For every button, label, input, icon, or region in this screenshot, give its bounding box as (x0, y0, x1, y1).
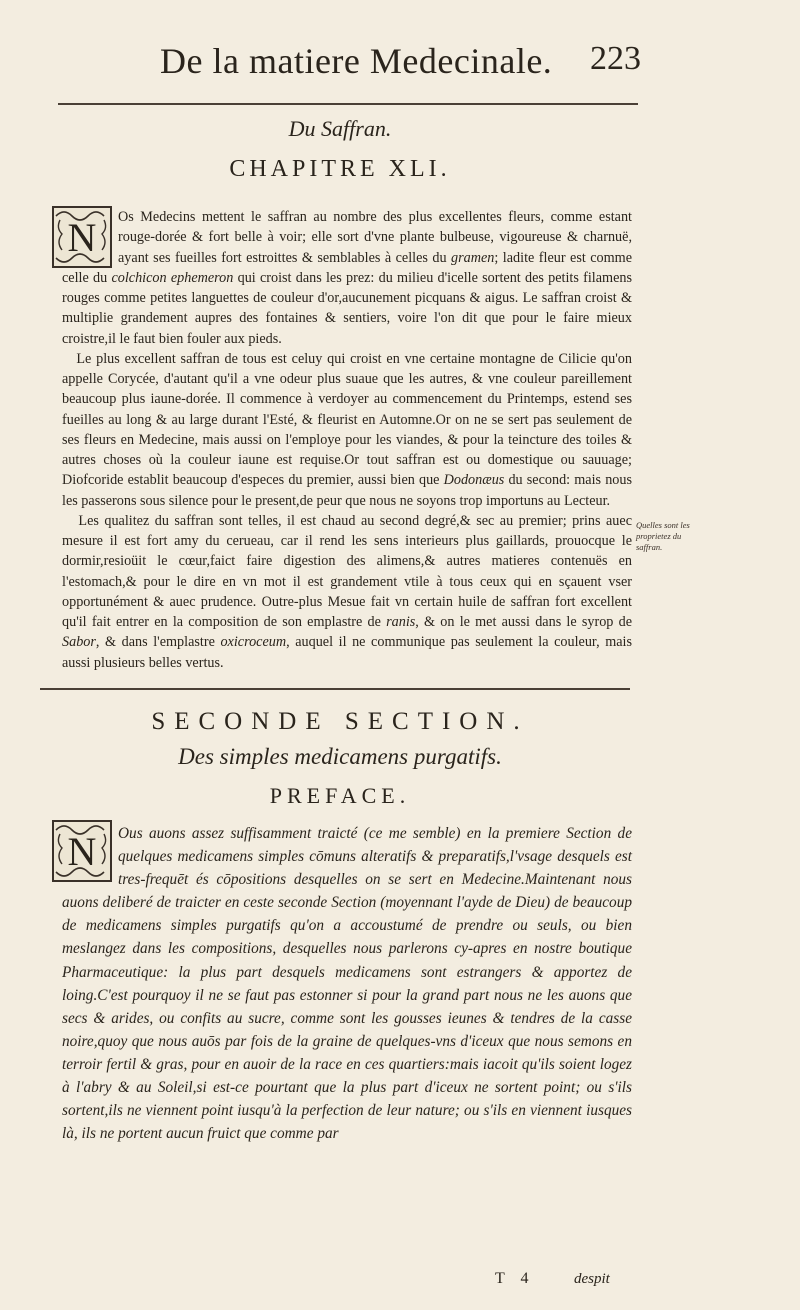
preface-body (62, 822, 632, 1145)
section-rule (40, 688, 630, 690)
top-rule (58, 103, 638, 105)
margin-note: Quelles sont les proprietez du saffran. (636, 520, 690, 552)
page-number: 223 (590, 40, 641, 77)
running-head: De la matiere Medecinale. (160, 41, 553, 81)
preface-paragraph: Ous auons assez suffisamment traicté (ce me semble) en la premiere Section de quelques medicamens simples cōmuns alteratifs & preparatifs,l'vsage desquels est tres-frequēt és cōpositions desquelles on se sert en Medecine.Maintenant nous auons deliberé de traicter en ceste seconde Section (moyennant l'ayde de Dieu) de beaucoup de medicamens simples purgatifs qu'on a accoustumé de prendre ou seuls, ou bien meslangez dans les compositions, desquelles nous parlerons cy-apres en nostre boutique Pharmaceutique: la plus part desquels medicamens sont estrangers & apportez de loing.C'est pourquoy il ne se faut pas estonner si pour la grand part nous ne les auons que secs & arides, ou confits au sucre, comme sont les gousses ieunes & tendres de la casse noire,quoy que nous auōs par fois de la graine de quelques-vns d'iceux que nous semons en terroir fertil & gras, pour en auoir de la race en ces quartiers:mais iacoit qu'ils soient logez à l'abry & au Soleil,si est-ce pourtant que la plus part d'iceux ne sortent point; ou s'ils sortent,ils ne viennent point iusqu'à la perfection de leur nature; ou s'ils en viennent iusques là, ils ne portent aucun fruict que comme par (62, 825, 632, 1143)
signature-mark: T 4 (495, 1270, 535, 1287)
catchword: despit (574, 1271, 610, 1287)
svg-text:N: N (67, 829, 97, 874)
paragraph-2: Le plus excellent saffran de tous est celuy qui croist en vne certaine montagne de Cilicie qu'on appelle Corycée, d'autant qu'il a vne odeur plus suaue que les autres, & vne couleur pareillement beaucoup plus iaune-dorée. Il commence à verdoyer au commencement du Printemps, estend ses fueilles au long & au large durant l'Esté, & fleurist en Automne.Or on ne se sert pas seulement de ses fleurs en Medecine, mais aussi on l'employe pour les viandes, & pour la teincture des toiles & autres choses où la couleur iaune est requise.Or tout saffran est ou domestique ou sauuage; Diofcoride establit beaucoup d'especes du premier, aussi bien que Dodonæus du second: mais nous les passerons sous silence pour le present,de peur que nous ne soyons trop importuns au Lecteur. (62, 350, 632, 509)
preface-heading: PREFACE. (269, 783, 411, 808)
chapter-subtitle: Du Saffran. (288, 116, 392, 141)
svg-text:N: N (67, 215, 97, 260)
section-subtitle: Des simples medicamens purgatifs. (178, 744, 502, 769)
paragraph-3: Les qualitez du saffran sont telles, il est chaud au second degré,& sec au premier; prins auec mesure il est fort amy du cerueau, car il rend les sens interieurs plus gaillards, prouocque le dormir,resioüit le cœur,faict faire digestion des alimens,& autres matieres contenuës en l'estomach,& pour le dire en vn mot il est grandement vtile à tous ceux qui en sçauent vser opportunément & auec prudence. Outre-plus Mesue fait vn certain huile de saffran fort excellent qu'il fait entrer en la composition de son emplastre de ranis, & on le met aussi dans le syrop de Sabor, & dans l'emplastre oxicroceum, auquel il ne communique pas seulement la couleur, mais aussi plusieurs belles vertus. (62, 512, 632, 671)
chapter-body (62, 207, 632, 673)
chapter-heading: CHAPITRE XLI. (229, 156, 451, 182)
section-heading: SECONDE SECTION. (151, 708, 529, 735)
paragraph-1: Os Medecins mettent le saffran au nombre des plus excellentes fleurs, comme estant rouge-dorée & fort belle à voir; elle sort d'vne plante bulbeuse, vigoureuse & charnuë, ayant ses fueilles fort estroittes & semblables à celles du gramen; ladite fleur est comme celle du colchicon ephemeron qui croist dans les prez: du milieu d'icelle sortent des petits filamens rouges comme petites languettes de couleur d'or,aucunement picquans & aigus. Le saffran croist & multiplie grandement aupres des fontaines & sentiers, voire l'on dit que pour le faire mieux croistre,il le faut bien fouler aux pieds. (62, 209, 632, 347)
